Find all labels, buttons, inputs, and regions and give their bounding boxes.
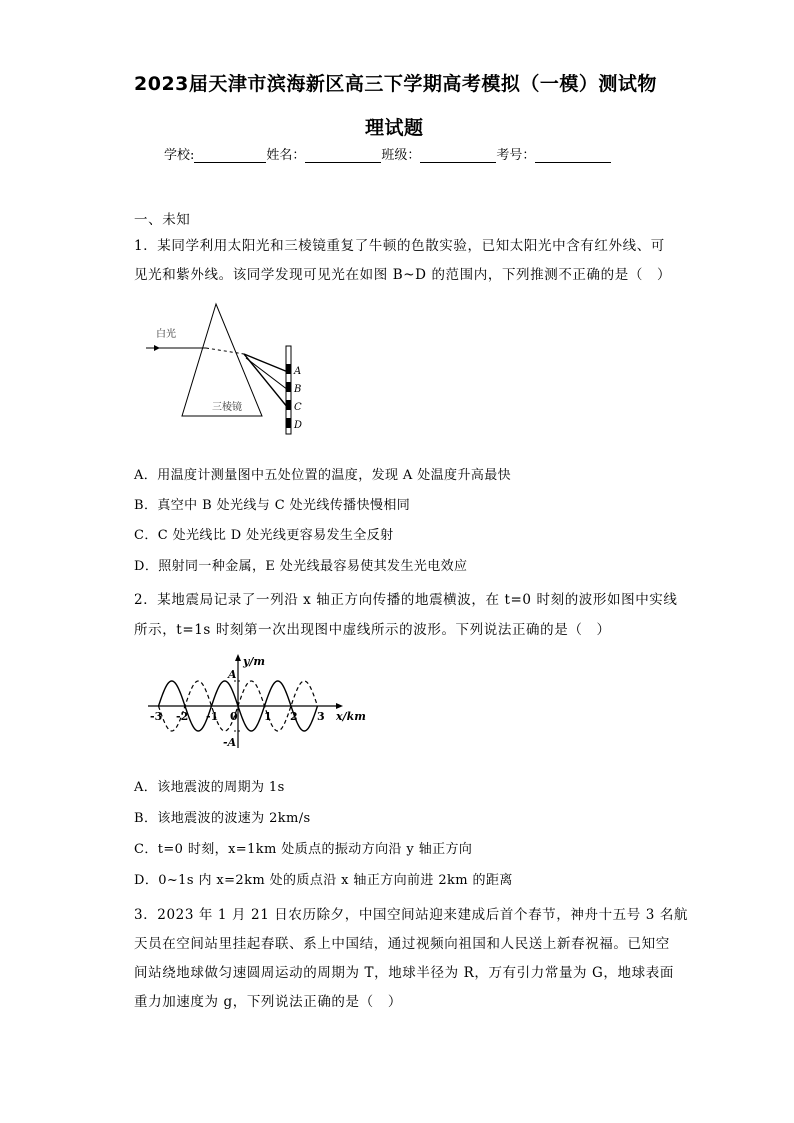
q1-option-c[interactable]: C．C 处光线比 D 处光线更容易发生全反射	[134, 528, 394, 543]
mark-a-label: A	[294, 366, 302, 377]
amplitude-pos-label: A	[228, 668, 237, 681]
q1-option-b[interactable]: B．真空中 B 处光线与 C 处光线传播快慢相同	[134, 498, 411, 513]
q3-stem-line1: 3．2023 年 1 月 21 日农历除夕，中国空间站迎来建成后首个春节，神舟十五号 3 名航	[134, 907, 689, 923]
x-axis-arrow-icon	[336, 703, 343, 709]
name-label: 姓名：	[266, 148, 306, 163]
q3-stem-line2: 天员在空间站里挂起春联、系上中国结，通过视频向祖国和人民送上新春祝福。已知空	[134, 936, 670, 952]
screen-band-d	[286, 418, 291, 428]
doc-title-line2: 理试题	[365, 117, 424, 139]
mark-c-label: C	[294, 402, 302, 413]
screen-band-b	[286, 382, 291, 392]
mark-b-label: B	[294, 384, 302, 395]
origin-label: 0	[230, 710, 238, 723]
school-blank[interactable]	[194, 148, 266, 163]
class-label: 班级：	[381, 148, 421, 163]
q2-option-c[interactable]: C．t=0 时刻，x=1km 处质点的振动方向沿 y 轴正方向	[134, 842, 473, 857]
internal-ray	[206, 348, 244, 354]
class-blank[interactable]	[420, 148, 496, 163]
q2-stem-line2: 所示，t=1s 时刻第一次出现图中虚线所示的波形。下列说法正确的是（ ）	[134, 622, 611, 638]
q2-option-a[interactable]: A．该地震波的周期为 1s	[134, 780, 285, 795]
tick-label-neg3: -3	[150, 710, 163, 723]
q2-option-b[interactable]: B．该地震波的波速为 2km/s	[134, 811, 311, 826]
name-blank[interactable]	[305, 148, 381, 163]
y-axis-label: y/m	[243, 655, 266, 668]
prism-shape	[182, 304, 262, 416]
school-label: 学校:	[164, 148, 195, 163]
tick-label-neg1: -1	[206, 710, 219, 723]
exam-number-label: 考号：	[496, 148, 536, 163]
screen-band-c	[286, 400, 291, 410]
white-light-label: 白光	[156, 329, 176, 340]
seismic-wave-figure	[144, 650, 374, 752]
amplitude-neg-label: -A	[223, 736, 237, 749]
q2-option-d[interactable]: D．0~1s 内 x=2km 处的质点沿 x 轴正方向前进 2km 的距离	[134, 873, 513, 888]
y-axis-arrow-icon	[235, 654, 241, 661]
student-info-row	[164, 144, 611, 163]
q1-stem-line2: 见光和紫外线。该同学发现可见光在如图 B~D 的范围内，下列推测不正确的是（ ）	[134, 267, 672, 283]
mark-d-label: D	[294, 420, 303, 431]
x-axis-label: x/km	[336, 710, 366, 723]
arrow-head-icon	[154, 345, 160, 351]
tick-label-neg2: -2	[176, 710, 189, 723]
doc-title-line1: 2023届天津市滨海新区高三下学期高考模拟（一模）测试物	[134, 73, 657, 95]
tick-label-1: 1	[264, 710, 272, 723]
q3-stem-line3: 间站绕地球做匀速圆周运动的周期为 T，地球半径为 R，万有引力常量为 G，地球表面	[134, 965, 674, 981]
section-heading: 一、未知	[134, 212, 191, 228]
screen-band-a	[286, 364, 291, 374]
tick-label-2: 2	[290, 710, 298, 723]
prism-dispersion-figure	[140, 296, 303, 438]
q1-option-d[interactable]: D．照射同一种金属，E 处光线最容易使其发生光电效应	[134, 559, 468, 574]
prism-label: 三棱镜	[212, 402, 242, 413]
q1-option-a[interactable]: A．用温度计测量图中五处位置的温度，发现 A 处温度升高最快	[134, 468, 512, 483]
q2-stem-line1: 2．某地震局记录了一列沿 x 轴正方向传播的地震横波，在 t=0 时刻的波形如图中实线	[134, 592, 678, 608]
q3-stem-line4: 重力加速度为 g，下列说法正确的是（ ）	[134, 994, 402, 1010]
q1-stem-line1: 1．某同学利用太阳光和三棱镜重复了牛顿的色散实验，已知太阳光中含有红外线、可	[134, 238, 665, 254]
tick-label-3: 3	[317, 710, 325, 723]
exam-number-blank[interactable]	[535, 148, 611, 163]
